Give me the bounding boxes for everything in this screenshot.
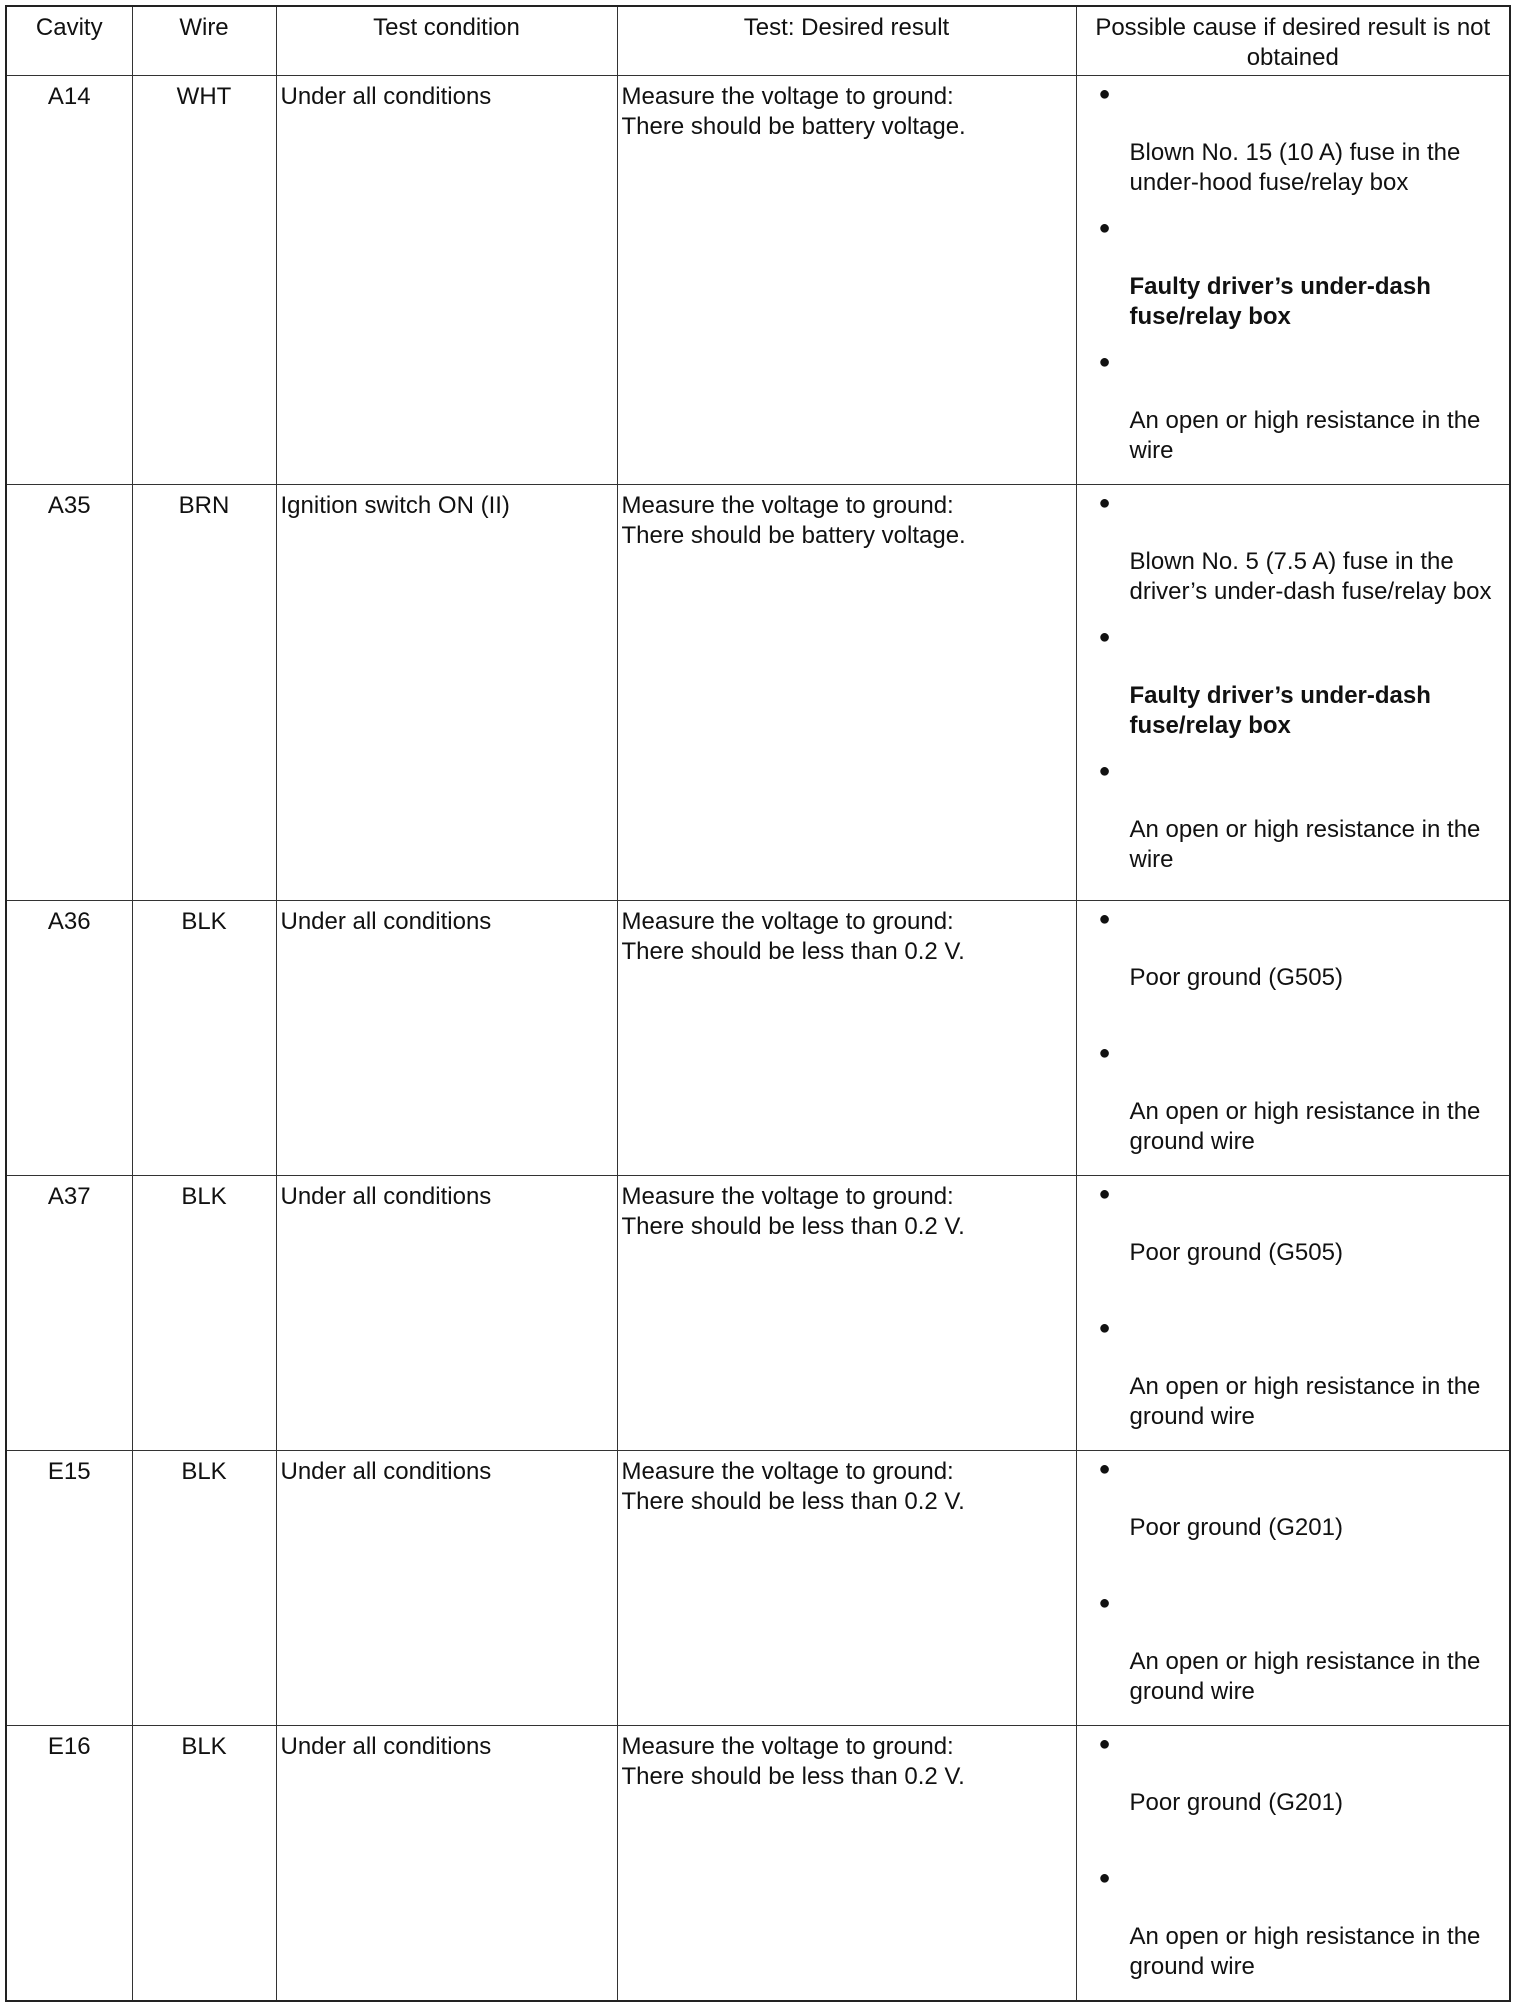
cause-text: Faulty driver’s under-dash fuse/relay box xyxy=(1129,682,1431,739)
cause-item xyxy=(1081,1182,1506,1298)
wire-cell: BLK xyxy=(132,1451,276,1726)
possible-cause-cell xyxy=(1076,1451,1510,1726)
cause-item xyxy=(1081,1591,1506,1707)
cause-item xyxy=(1081,1041,1506,1157)
bullet-icon: ● xyxy=(1098,626,1111,648)
desired-result-text: There should be less than 0.2 V. xyxy=(621,1763,965,1790)
test-condition-cell: Ignition switch ON (II) xyxy=(276,485,617,901)
cause-text: Blown No. 15 (10 A) fuse in the under-hood fuse/relay box xyxy=(1129,139,1461,196)
wire-cell: BLK xyxy=(132,1726,276,2002)
table-row xyxy=(6,76,1510,485)
possible-cause-cell xyxy=(1076,485,1510,901)
header-cavity: Cavity xyxy=(6,6,132,76)
cause-text: An open or high resistance in the ground wire xyxy=(1129,1098,1481,1155)
cause-text: An open or high resistance in the ground wire xyxy=(1129,1373,1481,1430)
desired-result-text: Measure the voltage to ground: xyxy=(621,908,954,935)
cause-item xyxy=(1081,625,1506,741)
bullet-icon: ● xyxy=(1098,908,1111,930)
desired-result-text: There should be less than 0.2 V. xyxy=(621,938,965,965)
test-condition-cell: Under all conditions xyxy=(276,1176,617,1451)
desired-result-cell xyxy=(617,76,1076,485)
desired-result-text: There should be battery voltage. xyxy=(621,522,966,549)
diagnostic-table xyxy=(5,5,1511,2002)
desired-result-text: Measure the voltage to ground: xyxy=(621,83,954,110)
bullet-icon: ● xyxy=(1098,1183,1111,1205)
header-desired-result: Test: Desired result xyxy=(617,6,1076,76)
cause-text: Blown No. 5 (7.5 A) fuse in the driver’s under-dash fuse/relay box xyxy=(1129,548,1492,605)
cause-item xyxy=(1081,759,1506,875)
possible-cause-cell xyxy=(1076,1176,1510,1451)
desired-result-text: Measure the voltage to ground: xyxy=(621,492,954,519)
cause-text: An open or high resistance in the ground wire xyxy=(1129,1648,1481,1705)
cavity-cell: E15 xyxy=(6,1451,132,1726)
bullet-icon: ● xyxy=(1098,83,1111,105)
cause-text: An open or high resistance in the wire xyxy=(1129,816,1481,873)
desired-result-text: There should be less than 0.2 V. xyxy=(621,1488,965,1515)
cavity-cell: A35 xyxy=(6,485,132,901)
bullet-icon: ● xyxy=(1098,1867,1111,1889)
table-row xyxy=(6,1726,1510,2002)
cause-item xyxy=(1081,907,1506,1023)
wire-cell: BLK xyxy=(132,1176,276,1451)
wire-cell: BRN xyxy=(132,485,276,901)
bullet-icon: ● xyxy=(1098,1733,1111,1755)
desired-result-text: There should be battery voltage. xyxy=(621,113,966,140)
header-row xyxy=(6,6,1510,76)
test-condition-cell: Under all conditions xyxy=(276,901,617,1176)
cause-text: Poor ground (G201) xyxy=(1129,1514,1343,1541)
desired-result-text: Measure the voltage to ground: xyxy=(621,1733,954,1760)
table-row xyxy=(6,485,1510,901)
cause-item xyxy=(1081,350,1506,466)
table-row xyxy=(6,901,1510,1176)
desired-result-text: Measure the voltage to ground: xyxy=(621,1458,954,1485)
bullet-icon: ● xyxy=(1098,492,1111,514)
table-row xyxy=(6,1451,1510,1726)
cause-text: Poor ground (G505) xyxy=(1129,964,1343,991)
cause-item xyxy=(1081,1732,1506,1848)
cause-text: Faulty driver’s under-dash fuse/relay box xyxy=(1129,273,1431,330)
table-body xyxy=(6,76,1510,2002)
bullet-icon: ● xyxy=(1098,1458,1111,1480)
cause-text: An open or high resistance in the ground wire xyxy=(1129,1923,1481,1980)
cause-text: An open or high resistance in the wire xyxy=(1129,407,1481,464)
bullet-icon: ● xyxy=(1098,1042,1111,1064)
cavity-cell: A36 xyxy=(6,901,132,1176)
wire-cell: BLK xyxy=(132,901,276,1176)
test-condition-cell: Under all conditions xyxy=(276,1726,617,2002)
cause-item xyxy=(1081,491,1506,607)
cause-text: Poor ground (G201) xyxy=(1129,1789,1343,1816)
cause-item xyxy=(1081,216,1506,332)
cavity-cell: A14 xyxy=(6,76,132,485)
desired-result-cell xyxy=(617,1176,1076,1451)
cavity-cell: A37 xyxy=(6,1176,132,1451)
cavity-cell: E16 xyxy=(6,1726,132,2002)
wire-cell: WHT xyxy=(132,76,276,485)
cause-item xyxy=(1081,82,1506,198)
table-row xyxy=(6,1176,1510,1451)
bullet-icon: ● xyxy=(1098,351,1111,373)
cause-item xyxy=(1081,1866,1506,1982)
desired-result-cell xyxy=(617,485,1076,901)
bullet-icon: ● xyxy=(1098,1592,1111,1614)
possible-cause-cell xyxy=(1076,76,1510,485)
header-wire: Wire xyxy=(132,6,276,76)
test-condition-cell: Under all conditions xyxy=(276,76,617,485)
desired-result-cell xyxy=(617,1726,1076,2002)
possible-cause-cell xyxy=(1076,1726,1510,2002)
desired-result-cell xyxy=(617,1451,1076,1726)
desired-result-text: Measure the voltage to ground: xyxy=(621,1183,954,1210)
cause-item xyxy=(1081,1457,1506,1573)
cause-text: Poor ground (G505) xyxy=(1129,1239,1343,1266)
cause-item xyxy=(1081,1316,1506,1432)
test-condition-cell: Under all conditions xyxy=(276,1451,617,1726)
desired-result-text: There should be less than 0.2 V. xyxy=(621,1213,965,1240)
bullet-icon: ● xyxy=(1098,1317,1111,1339)
bullet-icon: ● xyxy=(1098,217,1111,239)
bullet-icon: ● xyxy=(1098,760,1111,782)
header-test-condition: Test condition xyxy=(276,6,617,76)
possible-cause-cell xyxy=(1076,901,1510,1176)
header-possible-cause: Possible cause if desired result is not obtained xyxy=(1076,6,1510,76)
desired-result-cell xyxy=(617,901,1076,1176)
